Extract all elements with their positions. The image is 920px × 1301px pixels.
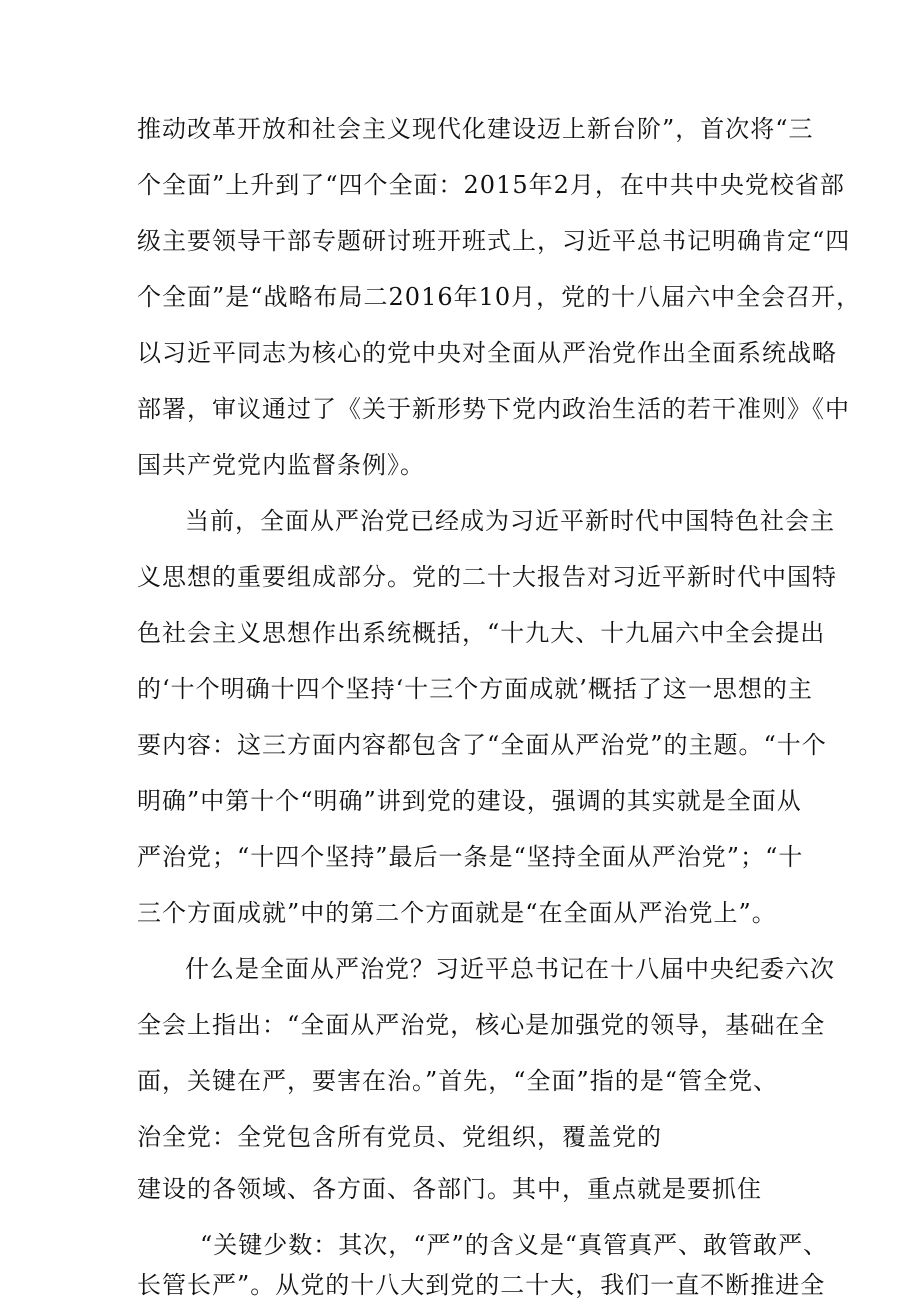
- text-line: 部署，审议通过了《关于新形势下党内政治生活的若干准则》《中: [137, 395, 850, 423]
- text-line: 国共产党党内监督条例》。: [137, 451, 425, 479]
- paragraph-first-line: “关键少数：其次，“严”的含义是“真管真严、敢管敢严、: [200, 1231, 829, 1259]
- text-line: 要内容：这三方面内容都包含了“全面从严治党”的主题。“十个: [137, 731, 827, 759]
- text-line: 建设的各领域、各方面、各部门。其中，重点就是要抓住: [137, 1175, 762, 1203]
- text-line: 的‘十个明确十四个坚持‘十三个方面成就’概括了这一思想的主: [137, 675, 813, 703]
- text-line: 推动改革开放和社会主义现代化建设迈上新台阶”，首次将“三: [137, 115, 814, 143]
- text-line: 色社会主义思想作出系统概括，“十九大、十九届六中全会提出: [137, 619, 826, 647]
- text-line: 长管长严”。从党的十八大到党的二十大，我们一直不断推进全: [137, 1271, 826, 1299]
- text-line: 全会上指出：“全面从严治党，核心是加强党的领导，基础在全: [137, 1011, 826, 1039]
- paragraph-first-line: 当前，全面从严治党已经成为习近平新时代中国特色社会主: [185, 507, 835, 535]
- text-line: 级主要领导干部专题研讨班开班式上，习近平总书记明确肯定“四: [137, 227, 851, 255]
- text-line: 三个方面成就”中的第二个方面就是“在全面从严治党上”。: [137, 899, 777, 927]
- text-line: 面，关键在严，要害在治。”首先，“全面”指的是“管全党、: [137, 1067, 779, 1095]
- text-line: 个全面”是“战略布局二2016年10月，党的十八届六中全会召开，: [137, 283, 862, 311]
- text-line: 明确”中第十个“明确”讲到党的建设，强调的其实就是全面从: [137, 787, 802, 815]
- text-line: 治全党：全党包含所有党员、党组织，覆盖党的: [137, 1123, 662, 1151]
- text-line: 严治党；“十四个坚持”最后一条是“坚持全面从严治党”；“十: [137, 843, 804, 871]
- text-line: 个全面”上升到了“四个全面：2015年2月，在中共中央党校省部: [137, 171, 845, 199]
- paragraph-first-line: 什么是全面从严治党？习近平总书记在十八届中央纪委六次: [185, 955, 835, 983]
- text-line: 以习近平同志为核心的党中央对全面从严治党作出全面系统战略: [137, 339, 837, 367]
- text-line: 义思想的重要组成部分。党的二十大报告对习近平新时代中国特: [137, 563, 837, 591]
